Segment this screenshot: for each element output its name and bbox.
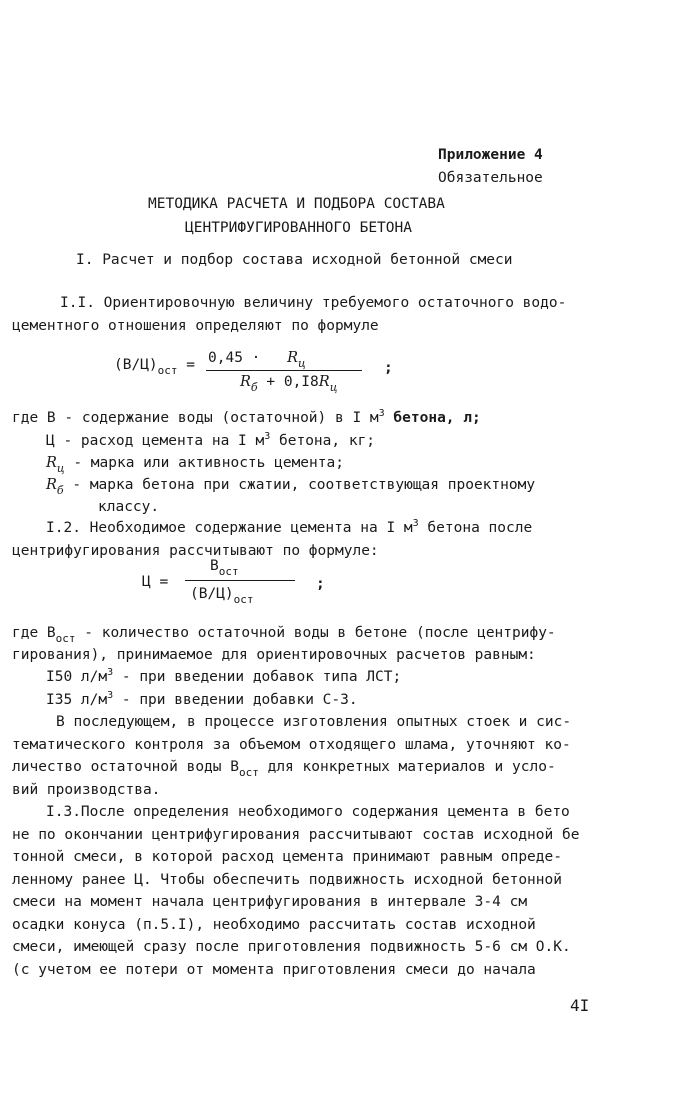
appendix-label: Приложение 4: [438, 147, 543, 163]
formula-2-denominator: $(В/Ц)_{ост}$: [190, 586, 254, 606]
paragraph-1-3-line-3: тонной смеси, в которой расход цемента принимают равным опреде-: [12, 849, 562, 865]
page-number: 4I: [570, 996, 590, 1015]
paragraph-refine-line-1: В последующем, в процессе изготовления опытных стоек и сис-: [56, 714, 572, 730]
formula-1-numerator: $0,45 \cdot R_ц$: [208, 350, 306, 370]
definition-class: классу.: [98, 499, 160, 515]
formula-1-lhs: $(В/Ц)_{ост}$ =: [114, 357, 195, 377]
appendix-status: Обязательное: [438, 170, 543, 186]
definition-water: где В - содержание воды (остаточной) в I $м^3$ бетона, л;: [12, 408, 481, 426]
value-lst: I50 $л/м^3$ - при введении добавок типа ЛСТ;: [46, 667, 402, 685]
formula-2-fraction-line: [185, 580, 295, 581]
formula-2-lhs: Ц =: [142, 574, 169, 590]
paragraph-refine-line-3: личество остаточной воды $В_{ост}$ для конкретных материалов и усло-: [12, 759, 556, 779]
definition-residual-water-line-2: гирования), принимаемое для ориентировочных расчетов равным:: [12, 647, 536, 663]
formula-1-denominator: $R_б + 0,I8R_ц$: [240, 374, 338, 394]
definition-cement-grade: $R_ц$ - марка или активность цемента;: [46, 455, 344, 475]
title-line-1: МЕТОДИКА РАСЧЕТА И ПОДБОРА СОСТАВА: [148, 196, 445, 212]
formula-1-semicolon: ;: [384, 360, 393, 376]
formula-2-numerator: $В_{ост}$: [210, 558, 239, 578]
formula-2-semicolon: ;: [316, 576, 325, 592]
paragraph-refine-line-2: тематического контроля за объемом отходящего шлама, уточняют ко-: [12, 737, 571, 753]
value-c3: I35 $л/м^3$ - при введении добавки С-3.: [46, 690, 358, 708]
paragraph-1-2-line-1: I.2. Необходимое содержание цемента на I $м^3$ бетона после: [46, 518, 533, 536]
paragraph-1-3-line-4: ленному ранее Ц. Чтобы обеспечить подвижность исходной бетонной: [12, 872, 562, 888]
paragraph-1-3-line-8: (с учетом ее потери от момента приготовления смеси до начала: [12, 962, 536, 978]
paragraph-1-3-line-6: осадки конуса (п.5.I), необходимо рассчитать состав исходной: [12, 917, 536, 933]
definition-residual-water: где $В_{ост}$ - количество остаточной воды в бетоне (после центрифу-: [12, 625, 556, 645]
paragraph-1-1-line-1: I.I. Ориентировочную величину требуемого остаточного водо-: [60, 295, 567, 311]
paragraph-1-3-line-5: смеси на момент начала центрифугирования в интервале 3-4 см: [12, 894, 528, 910]
definition-cement: Ц - расход цемента на I $м^3$ бетона, кг;: [46, 431, 376, 449]
section-heading: I. Расчет и подбор состава исходной бетонной смеси: [76, 252, 513, 268]
paragraph-1-2-line-2: центрифугирования рассчитывают по формуле:: [12, 543, 379, 559]
paragraph-refine-line-4: вий производства.: [12, 782, 161, 798]
formula-1-fraction-line: [206, 370, 362, 371]
paragraph-1-3-line-7: смеси, имеющей сразу после приготовления подвижность 5-6 см О.К.: [12, 939, 571, 955]
paragraph-1-3-line-1: I.3.После определения необходимого содержания цемента в бето: [46, 804, 570, 820]
title-line-2: ЦЕНТРИФУГИРОВАННОГО БЕТОНА: [185, 220, 412, 236]
paragraph-1-3-line-2: не по окончании центрифугирования рассчитывают состав исходной бе: [12, 827, 580, 843]
definition-concrete-grade: $R_б$ - марка бетона при сжатии, соответствующая проектному: [46, 477, 536, 497]
paragraph-1-1-line-2: цементного отношения определяют по формуле: [12, 318, 379, 334]
